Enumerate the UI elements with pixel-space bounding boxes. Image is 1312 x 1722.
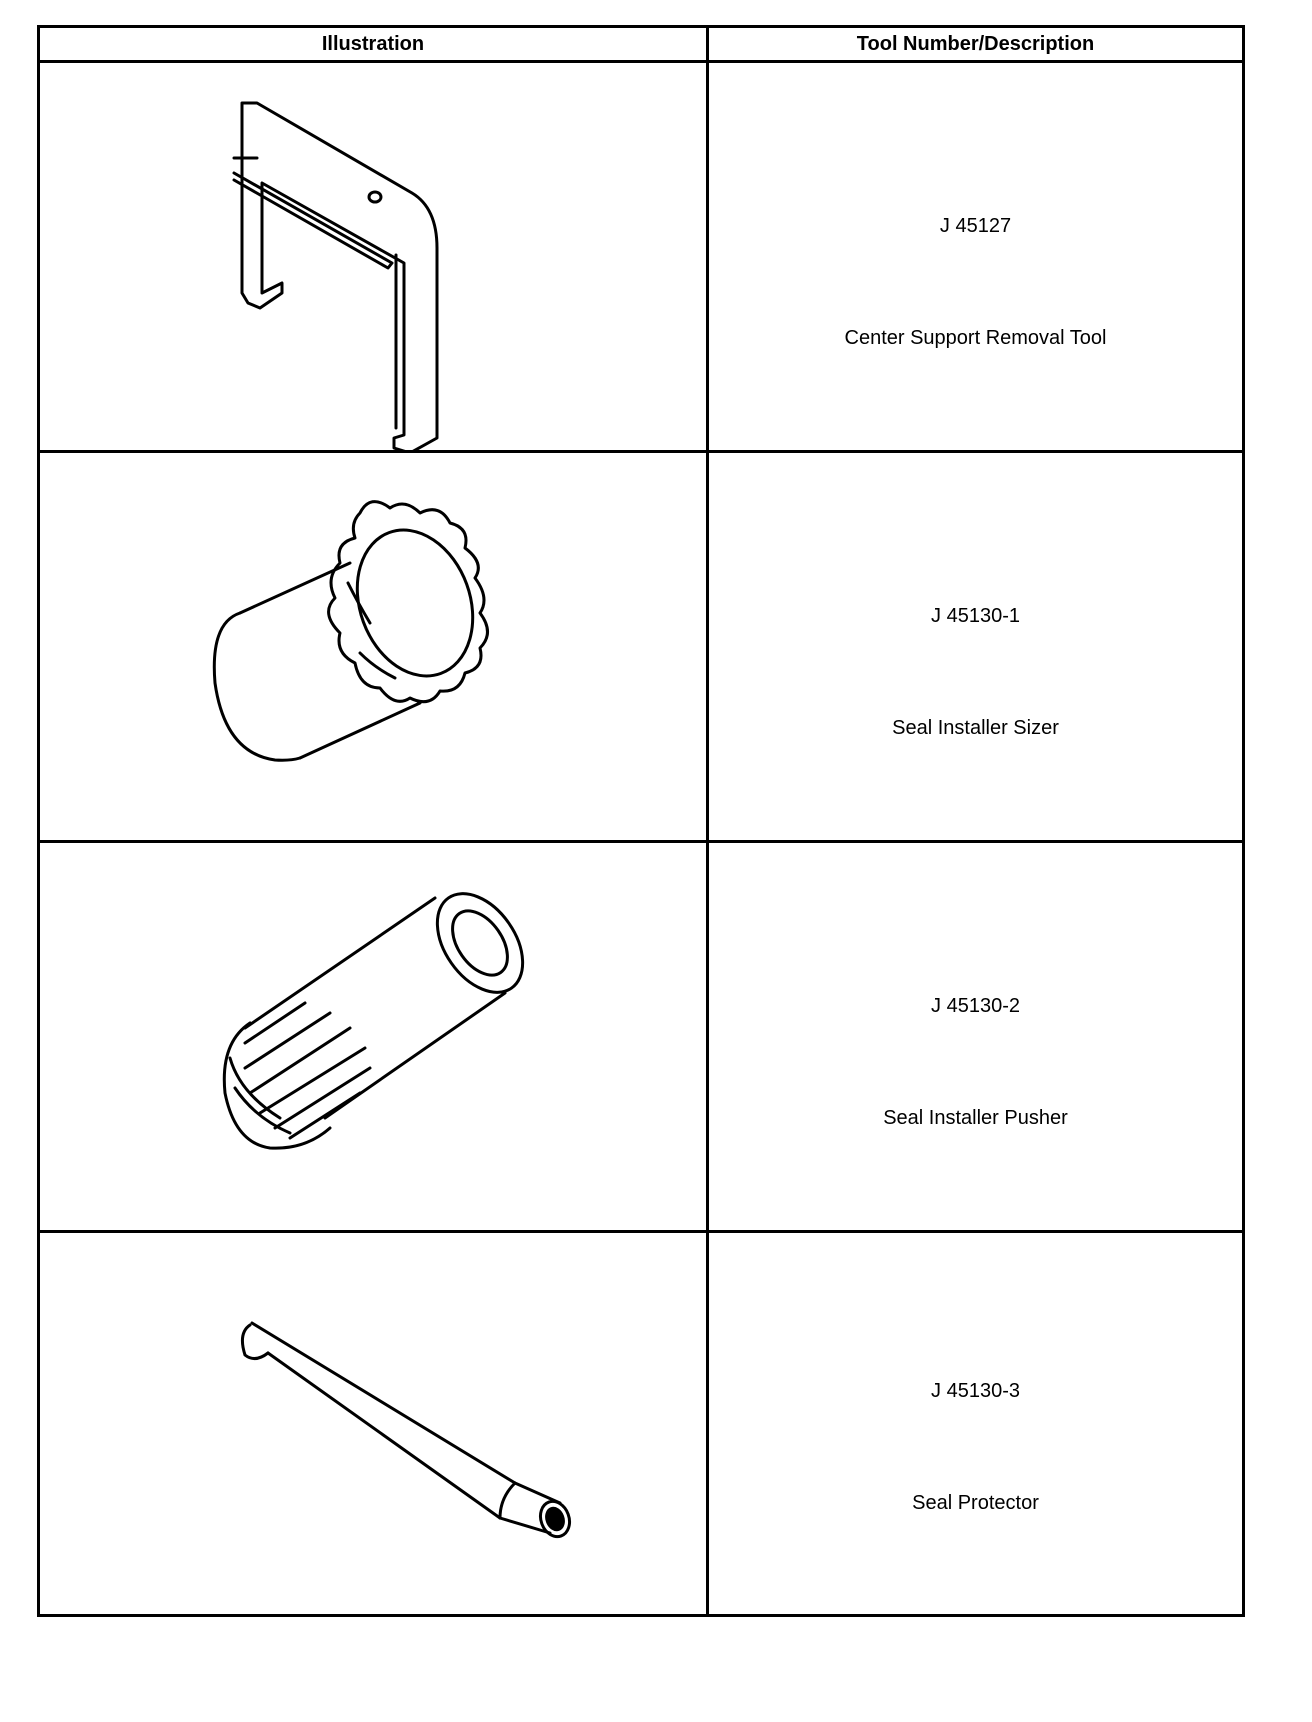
tool-description: Seal Protector — [912, 1492, 1039, 1514]
seal-protector-icon — [40, 1233, 706, 1617]
illustration-cell — [40, 843, 706, 1230]
tool-number: J 45127 — [939, 215, 1012, 237]
tool-cell — [709, 843, 1242, 1230]
tool-description: Seal Installer Sizer — [892, 717, 1059, 739]
tool-table — [37, 25, 1245, 1617]
tool-cell — [709, 453, 1242, 840]
tool-number: J 45130-2 — [931, 995, 1020, 1017]
tool-number: J 45130-3 — [931, 1380, 1020, 1402]
seal-installer-pusher-icon — [40, 843, 706, 1230]
header-illustration: Illustration — [321, 33, 425, 55]
table-row — [40, 453, 1242, 843]
table-row — [40, 1233, 1242, 1617]
illustration-cell — [40, 63, 706, 450]
tool-description: Seal Installer Pusher — [883, 1107, 1068, 1129]
illustration-cell — [40, 453, 706, 840]
illustration-cell — [40, 1233, 706, 1617]
tool-description: Center Support Removal Tool — [844, 327, 1107, 349]
seal-installer-sizer-icon — [40, 453, 706, 840]
header-tool-number: Tool Number/Description — [856, 33, 1095, 55]
tool-cell — [709, 63, 1242, 450]
table-row — [40, 843, 1242, 1233]
center-support-removal-tool-icon — [40, 63, 706, 450]
tool-number: J 45130-1 — [931, 605, 1020, 627]
tool-cell — [709, 1233, 1242, 1617]
table-header — [40, 28, 1242, 63]
table-row — [40, 63, 1242, 453]
